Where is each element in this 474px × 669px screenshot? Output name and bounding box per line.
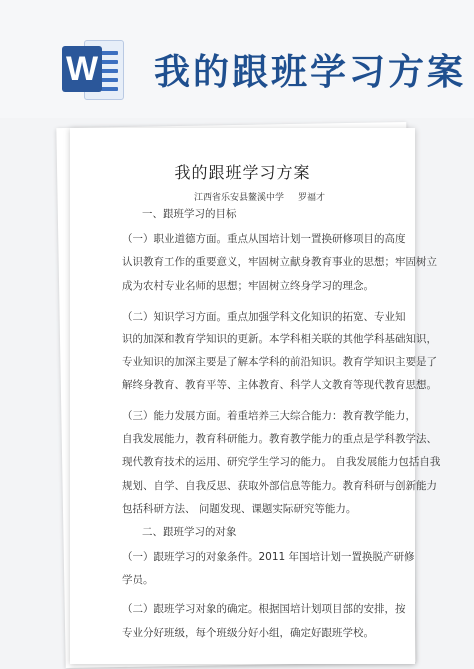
paragraph-line: 自我发展能力，教育科研能力。教育教学能力的重点是学科教学法、 — [122, 433, 437, 445]
paragraph-line: 解终身教育、教育平等、主体教育、科学人文教育等现代教育思想。 — [122, 379, 437, 391]
banner — [0, 0, 474, 118]
author-org: 江西省乐安县鳌溪中学 — [194, 193, 285, 203]
paragraph-line: 认识教育工作的重要意义，牢固树立献身教育事业的思想；牢固树立 — [122, 256, 437, 268]
paragraph-line: 包括科研方法、 问题发现、课题实际研究等能力。 — [122, 503, 357, 515]
paragraph-line: 规划、自学、自我反思、获取外部信息等能力。教育科研与创新能力 — [122, 480, 437, 492]
document-page — [70, 128, 441, 664]
paragraph-line: （一）职业道德方面。重点从国培计划一置换研修项目的高度 — [122, 233, 406, 245]
paragraph-line: 学员。 — [122, 574, 154, 586]
paragraph-line: （三）能力发展方面。着重培养三大综合能力：教育教学能力， — [122, 410, 416, 422]
word-icon-letter: W — [62, 46, 102, 92]
paragraph-line: 成为农村专业名师的思想；牢固树立终身学习的理念。 — [122, 280, 374, 292]
word-document-icon — [62, 38, 122, 100]
document-author — [194, 190, 325, 203]
paragraph-line: 现代教育技术的运用、研究学生学习的能力。 自我发展能力包括自我 — [122, 456, 441, 468]
banner-title: 我的跟班学习方案 — [154, 52, 467, 93]
section-heading-goals: 一、跟班学习的目标 — [142, 208, 237, 220]
paragraph-line: （一）跟班学习的对象条件。2011 年国培计划一置换脱产研修 — [122, 551, 415, 563]
author-name: 罗福才 — [298, 193, 326, 203]
section-heading-targets: 二、跟班学习的对象 — [142, 526, 237, 538]
paragraph-line: （二）知识学习方面。重点加强学科文化知识的拓宽、专业知 — [122, 311, 406, 323]
paragraph-line: 专业知识的加深主要是了解本学科的前沿知识。教育学知识主要是了 — [122, 356, 437, 368]
paragraph-line: （二）跟班学习对象的确定。根据国培计划项目部的安排，按 — [122, 603, 406, 615]
paragraph-line: 专业分好班级，每个班级分好小组，确定好跟班学校。 — [122, 627, 374, 639]
paragraph-line: 识的加深和教育学知识的更新。本学科相关联的其他学科基础知识， — [122, 333, 437, 345]
document-title: 我的跟班学习方案 — [174, 163, 311, 182]
